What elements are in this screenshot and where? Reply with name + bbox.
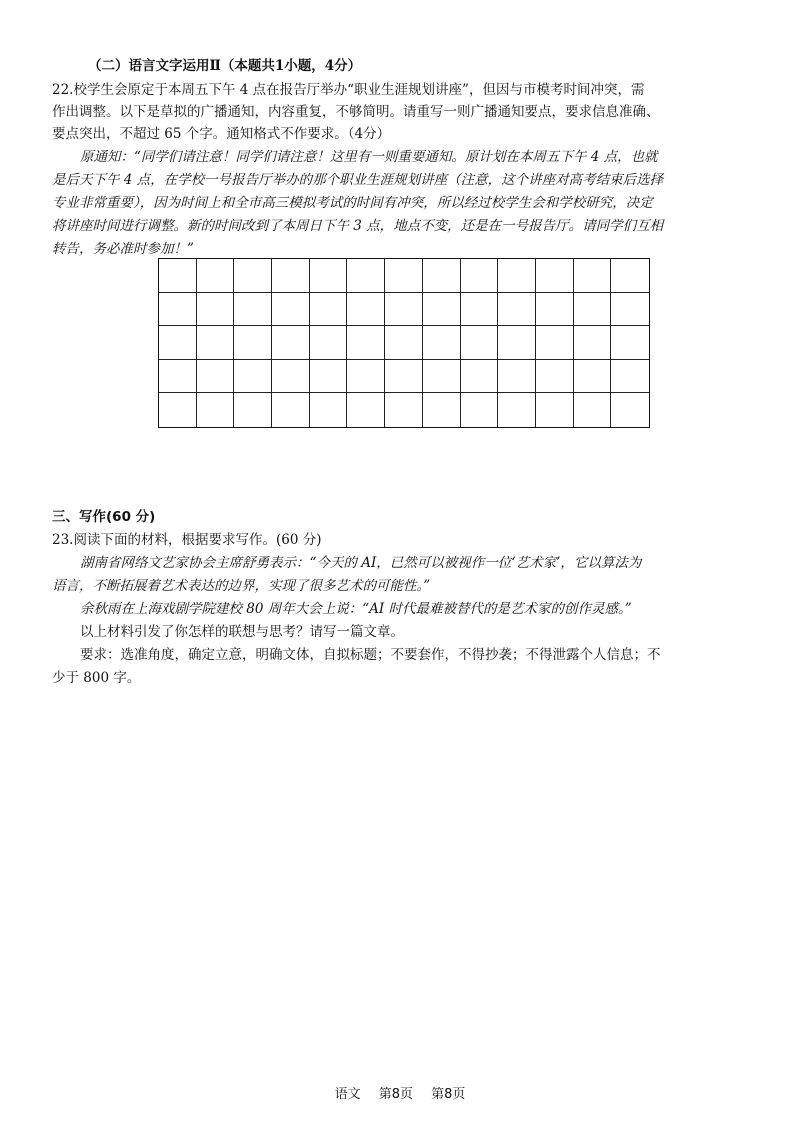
answer-grid-cell[interactable] <box>498 326 536 360</box>
answer-grid-cell[interactable] <box>423 259 461 293</box>
answer-grid-cell[interactable] <box>347 326 385 360</box>
answer-grid-cell[interactable] <box>347 293 385 327</box>
answer-grid-cell[interactable] <box>536 293 574 327</box>
notice-line-3: 专业非常重要），因为时间上和全市高三模拟考试的时间有冲突，所以经过校学生会和学校研究，决定 <box>52 195 653 211</box>
answer-grid-cell[interactable] <box>423 326 461 360</box>
answer-grid-cell[interactable] <box>234 293 272 327</box>
answer-grid-cell[interactable] <box>498 293 536 327</box>
answer-grid-cell[interactable] <box>385 326 423 360</box>
answer-grid-cell[interactable] <box>423 360 461 394</box>
answer-grid-cell[interactable] <box>574 293 612 327</box>
section2-heading: （二）语言文字运用Ⅱ（本题共1小题，4分） <box>88 58 362 74</box>
answer-grid-cell[interactable] <box>461 326 499 360</box>
requirements-line-1: 要求：选准角度，确定立意，明确文体，自拟标题；不要套作，不得抄袭；不得泄露个人信息；不 <box>80 647 661 663</box>
answer-grid-cell[interactable] <box>272 360 310 394</box>
answer-grid-cell[interactable] <box>234 259 272 293</box>
answer-grid-cell[interactable] <box>234 360 272 394</box>
answer-grid-cell[interactable] <box>611 393 649 427</box>
q22-line-3: 要点突出，不超过 65 个字。通知格式不作要求。（4分） <box>52 126 391 142</box>
answer-grid-cell[interactable] <box>234 393 272 427</box>
answer-grid[interactable] <box>158 258 650 428</box>
q23-prompt: 23.阅读下面的材料，根据要求写作。(60 分) <box>52 532 322 548</box>
answer-grid-cell[interactable] <box>536 259 574 293</box>
requirements-line-2: 少于 800 字。 <box>52 670 141 686</box>
answer-grid-cell[interactable] <box>461 360 499 394</box>
answer-grid-cell[interactable] <box>310 259 348 293</box>
answer-grid-cell[interactable] <box>385 360 423 394</box>
answer-grid-cell[interactable] <box>197 259 235 293</box>
notice-line-4: 将讲座时间进行调整。新的时间改到了本周日下午 3 点，地点不变，还是在一号报告厅。请同学们互相 <box>52 218 664 234</box>
answer-grid-cell[interactable] <box>272 259 310 293</box>
answer-grid-cell[interactable] <box>385 259 423 293</box>
answer-grid-cell[interactable] <box>461 259 499 293</box>
answer-grid-cell[interactable] <box>159 293 197 327</box>
material-line-1: 湖南省网络文艺家协会主席舒勇表示：“今天的 AI，已然可以被视作一位‘艺术家’，它以算法为 <box>80 555 642 571</box>
answer-grid-cell[interactable] <box>159 326 197 360</box>
footer-total: 第8页 <box>431 1087 466 1102</box>
q22-line-2: 作出调整。以下是草拟的广播通知，内容重复，不够简明。请重写一则广播通知要点，要求信息准确、 <box>52 104 660 120</box>
answer-grid-cell[interactable] <box>197 326 235 360</box>
answer-grid-cell[interactable] <box>347 360 385 394</box>
answer-grid-cell[interactable] <box>574 393 612 427</box>
material-line-3: 余秋雨在上海戏剧学院建校 80 周年大会上说：“AI 时代最难被替代的是艺术家的创作灵感。” <box>80 601 632 617</box>
answer-grid-cell[interactable] <box>272 293 310 327</box>
material-line-2: 语言，不断拓展着艺术表达的边界，实现了很多艺术的可能性。” <box>52 578 431 594</box>
answer-grid-cell[interactable] <box>536 393 574 427</box>
answer-grid-cell[interactable] <box>197 360 235 394</box>
answer-grid-cell[interactable] <box>234 326 272 360</box>
footer-subject: 语文 <box>334 1087 361 1102</box>
notice-line-2: 是后天下午 4 点，在学校一号报告厅举办的那个职业生涯规划讲座（注意，这个讲座对高考结束后选择 <box>52 172 664 188</box>
notice-line-1: 原通知：“同学们请注意！同学们请注意！这里有一则重要通知。原计划在本周五下午 4 点，也就 <box>80 149 658 165</box>
q22-line-1: 22.校学生会原定于本周五下午 4 点在报告厅举办“职业生涯规划讲座”，但因与市模考时间冲突，需 <box>52 82 645 98</box>
answer-grid-cell[interactable] <box>159 259 197 293</box>
answer-grid-cell[interactable] <box>310 393 348 427</box>
answer-grid-cell[interactable] <box>272 326 310 360</box>
answer-grid-cell[interactable] <box>310 326 348 360</box>
answer-grid-cell[interactable] <box>536 360 574 394</box>
answer-grid-cell[interactable] <box>611 259 649 293</box>
notice-line-5: 转告，务必准时参加！” <box>52 241 194 257</box>
answer-grid-cell[interactable] <box>498 259 536 293</box>
page-footer <box>0 1088 800 1101</box>
material-line-4: 以上材料引发了你怎样的联想与思考？请写一篇文章。 <box>80 624 404 640</box>
answer-grid-cell[interactable] <box>574 326 612 360</box>
answer-grid-cell[interactable] <box>310 360 348 394</box>
answer-grid-cell[interactable] <box>347 259 385 293</box>
answer-grid-cell[interactable] <box>611 326 649 360</box>
answer-grid-cell[interactable] <box>385 293 423 327</box>
answer-grid-cell[interactable] <box>498 360 536 394</box>
answer-grid-cell[interactable] <box>197 393 235 427</box>
answer-grid-cell[interactable] <box>498 393 536 427</box>
answer-grid-cell[interactable] <box>423 393 461 427</box>
answer-grid-cell[interactable] <box>159 360 197 394</box>
answer-grid-cell[interactable] <box>574 360 612 394</box>
answer-grid-cell[interactable] <box>461 393 499 427</box>
answer-grid-cell[interactable] <box>272 393 310 427</box>
answer-grid-cell[interactable] <box>461 293 499 327</box>
footer-page: 第8页 <box>378 1087 413 1102</box>
section3-heading: 三、写作(60 分) <box>52 509 156 525</box>
answer-grid-cell[interactable] <box>385 393 423 427</box>
answer-grid-cell[interactable] <box>611 293 649 327</box>
answer-grid-cell[interactable] <box>197 293 235 327</box>
answer-grid-cell[interactable] <box>159 393 197 427</box>
answer-grid-cell[interactable] <box>310 293 348 327</box>
answer-grid-cell[interactable] <box>536 326 574 360</box>
answer-grid-cell[interactable] <box>611 360 649 394</box>
answer-grid-cell[interactable] <box>347 393 385 427</box>
answer-grid-cell[interactable] <box>574 259 612 293</box>
answer-grid-cell[interactable] <box>423 293 461 327</box>
